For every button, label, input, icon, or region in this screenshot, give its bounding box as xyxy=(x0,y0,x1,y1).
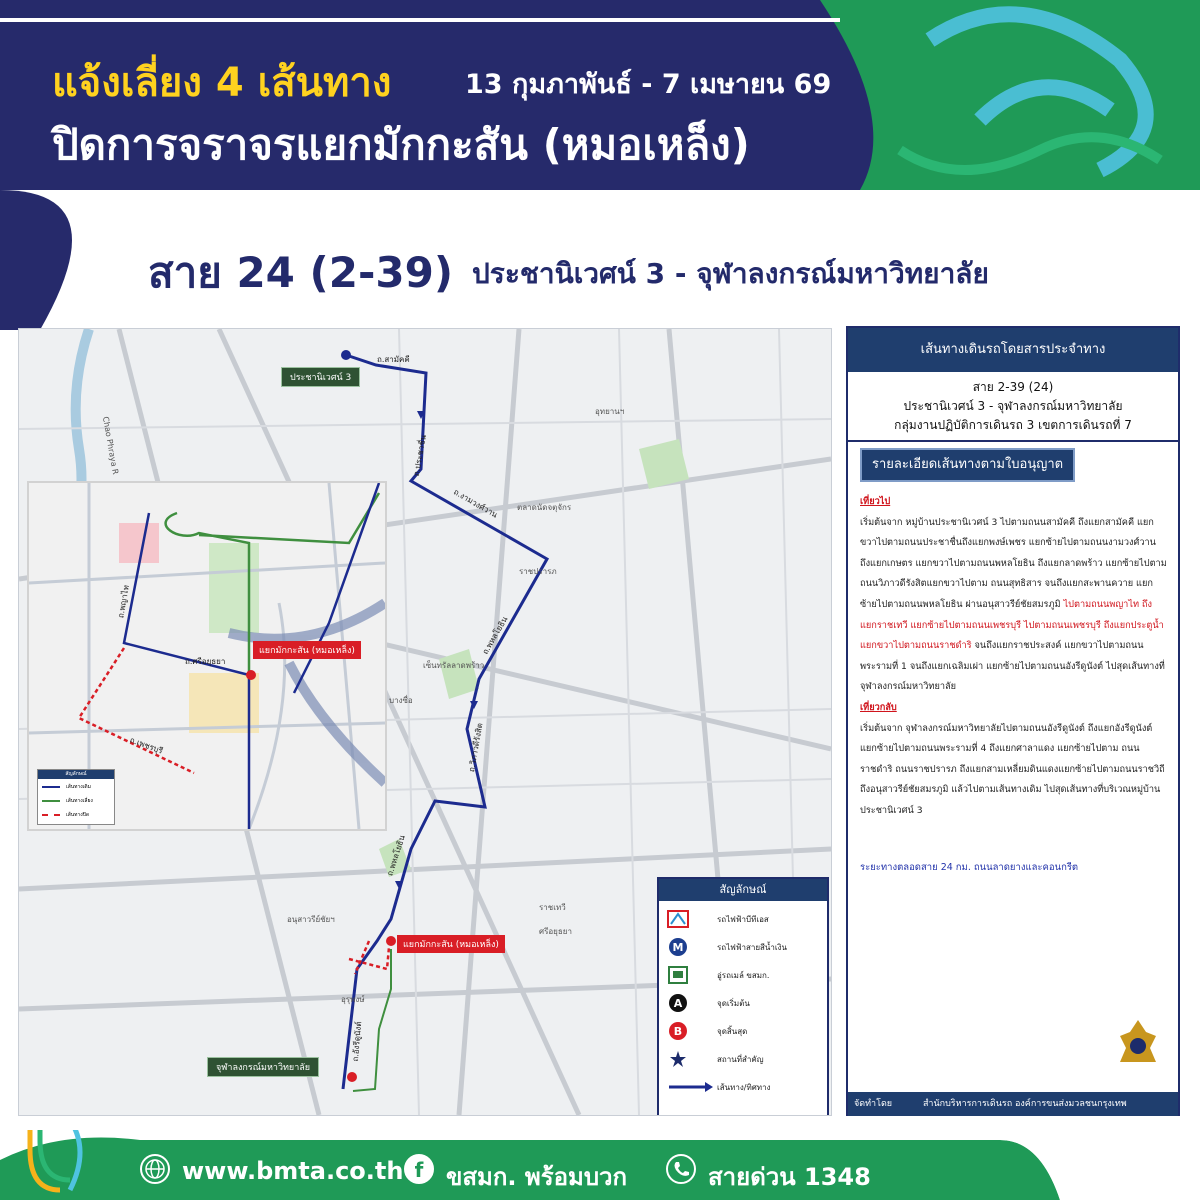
legend-row xyxy=(667,993,750,1013)
place-label: บางซื่อ xyxy=(389,696,413,705)
place-label: ตลาดนัดจตุจักร xyxy=(517,503,572,512)
place-label: ราชเทวี xyxy=(539,903,566,912)
start-label: ประชานิเวศน์ 3 xyxy=(281,367,360,387)
header-banner xyxy=(0,0,1200,330)
place-label: อนุสาวรีย์ชัยฯ xyxy=(287,915,335,924)
road-label: ถ.งามวงศ์วาน xyxy=(452,487,499,520)
place-label: เซ็นทรัลลาดพร้าว xyxy=(423,661,485,670)
svg-text:A: A xyxy=(673,997,683,1010)
inset-legend-item: เส้นทางเดิม xyxy=(66,784,91,790)
globe-icon xyxy=(140,1154,170,1184)
panel-route-details xyxy=(860,492,1168,822)
legend-row xyxy=(667,965,769,985)
closure-label: แยกมักกะสัน (หมอเหล็ง) xyxy=(397,935,505,953)
inset-map[interactable] xyxy=(27,481,387,831)
road-label: ถ.ประชาชื่น xyxy=(411,434,429,477)
legend-label: จุดสิ้นสุด xyxy=(717,1026,748,1036)
legend-label: รถไฟฟ้าสายสีน้ำเงิน xyxy=(717,942,787,952)
outbound-text-detour: ไปตามถนนพญาไท ถึงแยกราชเทวี แยกซ้ายไปตามถนนเพชรบุรี ไปตามถนนเพชรบุรี ถึงแยกประตูน้ำ แยกขวาไปตามถนนราชดำริ xyxy=(860,598,1164,652)
route-map[interactable] xyxy=(18,328,832,1116)
svg-text:B: B xyxy=(673,1025,683,1038)
inset-closure-label: แยกมักกะสัน (หมอเหล็ง) xyxy=(253,641,361,659)
legend-row xyxy=(667,1021,747,1041)
legend-row xyxy=(667,937,787,957)
place-label: อุรุพงษ์ xyxy=(341,995,365,1004)
place-label: ศรีอยุธยา xyxy=(539,927,572,936)
header-dates: 13 กุมภาพันธ์ - 7 เมษายน 69 xyxy=(465,69,832,100)
depot-icon xyxy=(667,965,689,985)
header-title-line1: แจ้งเลี่ยง 4 เส้นทาง xyxy=(52,60,392,106)
inset-road-label: ถ.พญาไท xyxy=(116,584,131,619)
panel-footer xyxy=(848,1092,1178,1116)
start-marker xyxy=(341,350,351,360)
road-label: ถ.วิภาวดีรังสิต xyxy=(467,722,485,773)
bmta-emblem-icon xyxy=(1116,1018,1160,1068)
footer-facebook-link[interactable]: ขสมก. พร้อมบวก xyxy=(446,1163,628,1191)
end-label: จุฬาลงกรณ์มหาวิทยาลัย xyxy=(207,1057,319,1077)
start-icon xyxy=(667,993,689,1013)
return-label: เที่ยวกลับ xyxy=(860,701,897,713)
place-label: Chao Phraya R xyxy=(100,415,120,476)
legend-label: สถานที่สำคัญ xyxy=(717,1054,764,1064)
end-icon xyxy=(667,1021,689,1041)
header-title-line2: ปิดการจราจรแยกมักกะสัน (หมอเหล็ง) xyxy=(52,120,750,169)
route-arrow-icon xyxy=(667,1077,715,1097)
inset-legend xyxy=(37,769,115,825)
landmark-icon xyxy=(667,1049,689,1069)
outbound-label: เที่ยวไป xyxy=(860,496,891,507)
place-label: อุทยานฯ xyxy=(595,407,625,416)
footer-website-link[interactable]: www.bmta.co.th xyxy=(182,1157,404,1185)
route-info-panel xyxy=(846,326,1180,1116)
inset-legend-item: เส้นทางปิด xyxy=(66,812,90,818)
road-label: ถ.อังรีดูนังต์ xyxy=(350,1021,364,1062)
panel-route-group: กลุ่มงานปฏิบัติการเดินรถ 3 เขตการเดินรถที่ 7 xyxy=(894,418,1132,432)
legend-label: จุดเริ่มต้น xyxy=(717,998,750,1008)
legend-row xyxy=(667,1049,764,1069)
map-legend xyxy=(657,877,829,1116)
panel-route-name: ประชานิเวศน์ 3 - จุฬาลงกรณ์มหาวิทยาลัย xyxy=(903,399,1123,413)
legend-label: อู่รถเมล์ ขสมก. xyxy=(717,970,770,980)
panel-route-info xyxy=(848,372,1178,442)
outbound-text-end: จนถึงแยกราชประสงค์ แยกขวาไปตามถนนพระรามที่ 1 จนถึงแยกเฉลิมเผ่า แยกซ้ายไปตามถนนอังรีดูนังต์ ไปสุดเส้นทางที่จุฬาลงกรณ์มหาวิทยาลัย xyxy=(860,640,1165,693)
inset-road-label: ถ.ศรีอยุธยา xyxy=(185,657,226,666)
bts-icon xyxy=(667,909,689,929)
return-text: เริ่มต้นจาก จุฬาลงกรณ์มหาวิทยาลัยไปตามถนนอังรีดูนังต์ ถึงแยกอังรีดูนังต์แยกซ้ายไปตามถนนพระรามที่ 4 ถึงแยกศาลาแดง แยกซ้ายไปตาม ถนนราชดำริ ถนนราชปรารภ ถึงแยกสามเหลี่ยมดินแดงแยกซ้ายไปตามถนนราชวิถี ถึงอนุสาวรีย์ชัยสมรภูมิ แล้วไปตามเส้นทางเดิม ไปสุดเส้นทางที่บริเวณหมู่บ้าน ประชานิเวศน์ 3 xyxy=(860,722,1165,816)
facebook-icon xyxy=(404,1154,434,1184)
road-label: ถ.พหลโยธิน xyxy=(385,834,407,877)
route-distance: ระยะทางตลอดสาย 24 กม. ถนนลาดยางและคอนกรีต xyxy=(860,862,1079,873)
route-number: สาย 24 (2-39) xyxy=(148,248,454,297)
panel-header: เส้นทางเดินรถโดยสารประจำทาง xyxy=(848,328,1178,372)
route-name: ประชานิเวศน์ 3 - จุฬาลงกรณ์มหาวิทยาลัย xyxy=(472,257,989,290)
legend-title: สัญลักษณ์ xyxy=(659,879,827,901)
road-label: ถ.สามัคคี xyxy=(377,355,410,364)
footer-hotline[interactable]: สายด่วน 1348 xyxy=(708,1163,871,1191)
svg-text:f: f xyxy=(414,1158,424,1182)
panel-footer-label: จัดทำโดย xyxy=(854,1099,893,1109)
legend-row xyxy=(667,909,769,929)
legend-label: รถไฟฟ้าบีทีเอส xyxy=(717,914,769,924)
inset-legend-title: สัญลักษณ์ xyxy=(38,770,114,779)
panel-route-code: สาย 2-39 (24) xyxy=(972,380,1054,394)
phone-icon xyxy=(666,1154,696,1184)
panel-footer-org: สำนักบริหารการเดินรถ องค์การขนส่งมวลชนกรุงเทพ xyxy=(922,1099,1127,1109)
inset-legend-item: เส้นทางเลี่ยง xyxy=(66,798,93,804)
outbound-text: เริ่มต้นจาก หมู่บ้านประชานิเวศน์ 3 ไปตามถนนสามัคคี ถึงแยกสามัคคี แยกขวาไปตามถนนประชาชื่นถึงแยกพงษ์เพชร แยกซ้ายไปตามถนนงามวงศ์วาน ถึงแยกเกษตร แยกขวาไปตามถนนพหลโยธิน ถึงแยกลาดพร้าว แยกซ้ายไปตามถนนวิภาวดีรังสิตแยกขวาไปตาม ถนนสุทธิสาร จนถึงแยกสะพานควาย แยกซ้ายไปตามถนนพหลโยธิน ผ่านอนุสาวรีย์ชัยสมรภูมิ xyxy=(860,516,1167,610)
legend-row xyxy=(667,1077,770,1097)
road-label: ถ.พหลโยธิน xyxy=(480,614,510,657)
inset-road-label: ถ.เพชรบุรี xyxy=(128,735,164,756)
legend-label: เส้นทาง/ทิศทาง xyxy=(717,1082,771,1092)
end-marker xyxy=(347,1072,357,1082)
place-label: ราชปรารภ xyxy=(519,567,557,576)
svg-text:M: M xyxy=(672,941,684,954)
closure-point xyxy=(386,936,396,946)
mrt-icon xyxy=(667,937,689,957)
panel-detail-title: รายละเอียดเส้นทางตามใบอนุญาต xyxy=(860,448,1075,482)
